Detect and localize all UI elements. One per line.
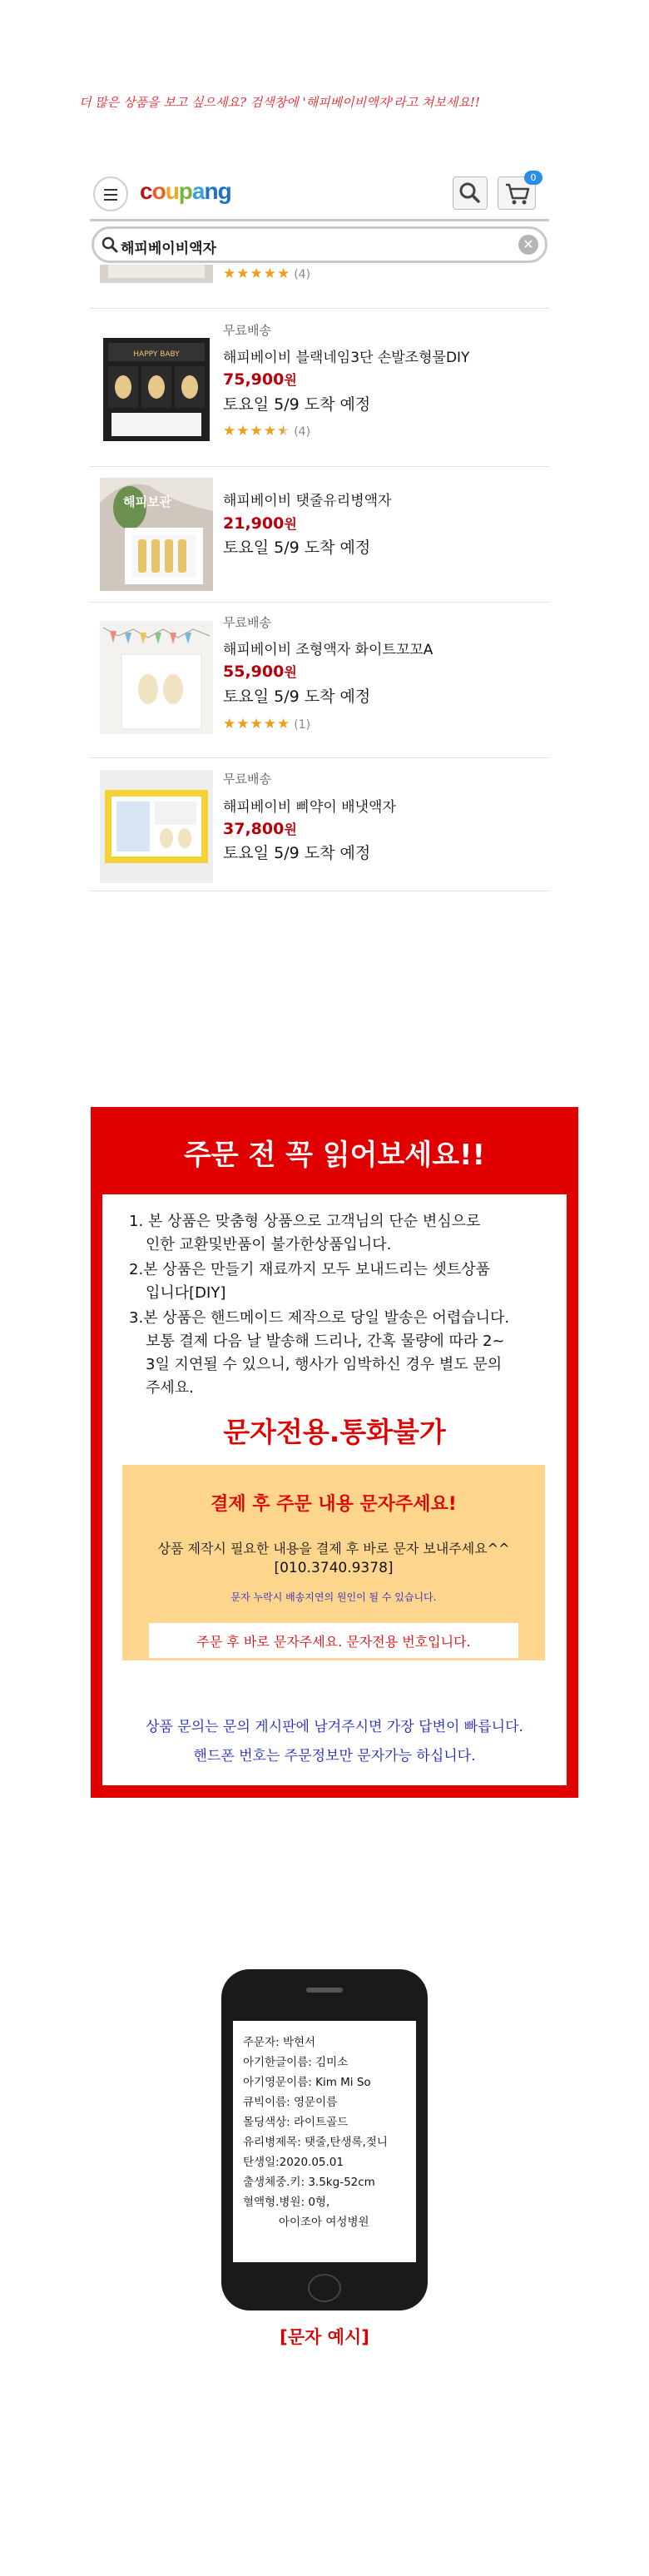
list-divider — [90, 602, 549, 603]
sms-line: 아기한글이름: 김미소 — [243, 2056, 349, 2069]
arrival-info: 토요일 5/9 도착 예정 — [223, 844, 371, 862]
sms-line: 탄생일:2020.05.01 — [243, 2156, 344, 2169]
cart-count-badge: 0 — [524, 171, 542, 185]
notice-line: 1. 본 상품은 맞춤형 상품으로 고객님의 단순 변심으로 — [129, 1213, 481, 1230]
sms-line: 주문자: 박현서 — [243, 2036, 316, 2049]
price-unit: 원 — [284, 516, 297, 532]
notice-line: 3.본 상품은 핸드메이드 제작으로 당일 발송은 어렵습니다. — [129, 1309, 510, 1327]
inquiry-note: 상품 문의는 문의 게시판에 남겨주시면 가장 답변이 빠릅니다. — [146, 1719, 523, 1735]
menu-icon-bar-3 — [104, 199, 117, 201]
app-header — [90, 166, 549, 218]
notice-content — [102, 1194, 567, 1785]
logo-part: a — [191, 178, 205, 204]
arrival-info: 토요일 5/9 도착 예정 — [223, 539, 371, 557]
price-value: 75,900 — [223, 370, 285, 389]
arrival-info: 토요일 5/9 도착 예정 — [223, 687, 371, 706]
search-icon — [101, 236, 119, 254]
sms-reminder-box — [149, 1623, 518, 1658]
price-unit: 원 — [284, 664, 297, 680]
logo-part: o — [151, 178, 166, 204]
product-name[interactable]: 해피베이비 조형액자 화이트꼬꼬A — [223, 642, 433, 658]
search-input[interactable]: 해피베이비액자 — [121, 241, 216, 257]
sms-instruction-text: 상품 제작시 필요한 내용을 결제 후 바로 문자 보내주세요^^ — [157, 1541, 510, 1556]
sms-instruction-box — [122, 1465, 545, 1660]
phone-speaker — [306, 1988, 343, 1993]
review-count: (4) — [294, 425, 311, 439]
sms-example-caption: [문자 예시] — [280, 2327, 369, 2347]
rating-stars: ★★★★★ — [223, 423, 291, 439]
notice-title: 주문 전 꼭 읽어보세요!! — [183, 1139, 486, 1172]
product-rating — [223, 716, 310, 732]
clear-search-icon[interactable]: ✕ — [518, 235, 538, 255]
logo-part: ng — [204, 178, 231, 204]
notice-line: 입니다[DIY] — [146, 1284, 226, 1302]
phone-number: [010.3740.9378] — [274, 1560, 394, 1576]
logo-part: c — [140, 178, 152, 204]
thumbnail-label: 해피보관 — [123, 494, 171, 509]
product-thumbnail[interactable] — [100, 770, 213, 883]
list-divider — [90, 466, 549, 467]
search-button[interactable] — [453, 176, 488, 210]
svg-text:HAPPY BABY: HAPPY BABY — [133, 350, 180, 359]
phone-illustration — [221, 1969, 428, 2310]
menu-button[interactable] — [93, 176, 128, 211]
arrival-info: 토요일 5/9 도착 예정 — [223, 395, 371, 414]
product-rating — [223, 266, 310, 282]
product-price — [223, 514, 297, 533]
phone-home-button — [308, 2274, 341, 2302]
sms-line: 혈액형.병원: 0형, — [243, 2196, 330, 2209]
product-thumbnail[interactable] — [100, 478, 213, 591]
review-count: (4) — [294, 268, 311, 281]
rating-stars: ★★★★★ — [223, 266, 291, 282]
menu-icon-bar-2 — [104, 194, 117, 196]
product-thumbnail[interactable] — [100, 621, 213, 734]
sms-only-heading: 문자전용.통화불가 — [223, 1416, 446, 1448]
price-unit: 원 — [284, 372, 297, 388]
coupang-logo[interactable] — [140, 178, 231, 205]
price-unit: 원 — [284, 821, 297, 837]
search-icon — [453, 177, 487, 209]
product-thumbnail[interactable] — [100, 333, 213, 446]
notice-line: 2.본 상품은 만들기 재료까지 모두 보내드리는 셋트상품 — [129, 1261, 491, 1278]
product-price — [223, 370, 297, 389]
product-price — [223, 662, 297, 681]
review-count: (1) — [294, 718, 311, 732]
product-rating — [223, 423, 310, 439]
logo-part: p — [178, 178, 192, 204]
notice-line: 3일 지연될 수 있으니, 행사가 임박하신 경우 별도 문의 — [146, 1356, 503, 1373]
free-shipping-label: 무료배송 — [223, 772, 271, 787]
list-divider — [90, 757, 549, 758]
product-name[interactable]: 해피베이비 삐약이 배냇액자 — [223, 799, 396, 816]
notice-line: 인한 교환및반품이 불가한상품입니다. — [146, 1236, 392, 1253]
product-thumbnail[interactable] — [100, 265, 213, 283]
order-notice-box — [91, 1107, 578, 1798]
product-price — [223, 819, 297, 838]
search-bar[interactable] — [92, 226, 547, 263]
search-tip-text: 더 많은 상품을 보고 싶으세요? 검색창에 '해피베이비액자'라고 쳐보세요!! — [79, 95, 480, 110]
notice-line: 보통 결제 다음 날 발송해 드리나, 간혹 물량에 따라 2~ — [146, 1333, 505, 1350]
free-shipping-label: 무료배송 — [223, 615, 271, 630]
sms-line: 출생체중.키: 3.5kg-52cm — [243, 2176, 375, 2189]
sms-reminder-text: 주문 후 바로 문자주세요. 문자전용 번호입니다. — [196, 1634, 471, 1650]
product-name[interactable]: 해피베이비 블랙네임3단 손발조형물DIY — [223, 350, 470, 366]
product-name[interactable]: 해피베이비 탯줄유리병액자 — [223, 493, 392, 509]
sms-line: 유리병제목: 탯줄,탄생록,젖니 — [243, 2136, 388, 2149]
logo-part: u — [165, 178, 179, 204]
header-divider — [90, 219, 549, 221]
sms-line: 몰딩색상: 라이트골드 — [243, 2116, 349, 2129]
sms-line: 아기영문이름: Kim Mi So — [243, 2076, 371, 2089]
sms-example-screen — [233, 2021, 416, 2262]
price-value: 55,900 — [223, 663, 285, 681]
sms-line: 아이조아 여성병원 — [243, 2216, 369, 2229]
sms-instruction-title: 결제 후 주문 내용 문자주세요! — [211, 1494, 457, 1515]
free-shipping-label: 무료배송 — [223, 323, 271, 338]
phone-note: 핸드폰 번호는 주문정보만 문자가능 하십니다. — [193, 1748, 476, 1764]
price-value: 37,800 — [223, 820, 285, 838]
sms-line: 큐빅이름: 영문이름 — [243, 2096, 338, 2109]
list-divider — [90, 308, 549, 309]
rating-stars: ★★★★★ — [223, 716, 291, 732]
menu-icon-bar-1 — [104, 189, 117, 191]
notice-line: 주세요. — [146, 1379, 194, 1397]
sms-warning: 문자 누락시 배송지연의 원인이 될 수 있습니다. — [230, 1591, 437, 1603]
price-value: 21,900 — [223, 514, 285, 533]
